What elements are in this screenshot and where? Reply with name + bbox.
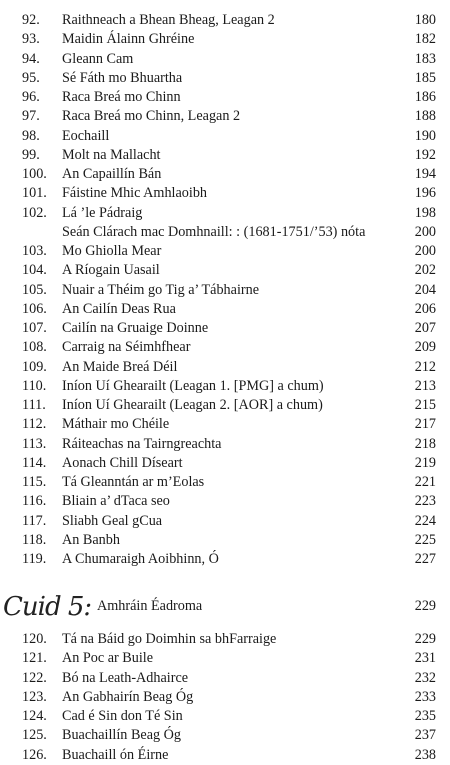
toc-entry: [0, 88, 450, 107]
entry-number: 94.: [22, 50, 40, 67]
toc-entry: [0, 50, 450, 69]
entry-title: An Capaillín Bán: [62, 166, 162, 182]
entry-number: 101.: [22, 185, 47, 202]
toc-entry: [0, 127, 450, 146]
entry-title: Bó na Leath-Adhairce: [62, 669, 189, 686]
entry-title: Raithneach a Bhean Bheag, Leagan 2: [62, 12, 275, 28]
entry-number: 99.: [22, 146, 40, 163]
entry-title: Iníon Uí Ghearailt (Leagan 1. [PMG] a chum): [62, 377, 324, 394]
entry-page-number: 196: [414, 185, 436, 202]
entry-number: 108.: [22, 339, 47, 356]
entry-page-number: 227: [414, 551, 436, 567]
entry-number: 116.: [22, 493, 47, 510]
entry-number: 119.: [22, 551, 47, 567]
entry-number: 103.: [22, 243, 47, 259]
toc-entry: [0, 11, 450, 30]
entry-title: Seán Clárach mac Domhnaill: : (1681-1751/’53) nóta: [62, 223, 366, 240]
entry-page-number: 183: [414, 50, 436, 67]
entry-number: 125.: [22, 727, 47, 744]
entry-number: 115.: [22, 474, 47, 490]
entry-page-number: 186: [414, 89, 436, 105]
entry-page-number: 209: [414, 339, 436, 356]
entry-title: An Banbh: [62, 531, 120, 548]
entry-title: Mo Ghiolla Mear: [62, 243, 162, 259]
entry-page-number: 233: [414, 688, 436, 705]
entry-number: 98.: [22, 127, 40, 144]
entry-page-number: 192: [414, 146, 436, 163]
entry-number: 106.: [22, 300, 47, 317]
entry-title: Gleann Cam: [62, 50, 134, 67]
entry-number: 107.: [22, 320, 47, 336]
entry-title: Maidin Álainn Ghréine: [62, 31, 195, 48]
entry-title: Eochaill: [62, 127, 110, 144]
entry-number: 120.: [22, 631, 47, 647]
entry-title: An Cailín Deas Rua: [62, 300, 176, 317]
toc-entry: [0, 688, 450, 707]
entry-number: 92.: [22, 12, 40, 28]
toc-list-part-5: [0, 630, 450, 765]
entry-number: 123.: [22, 688, 47, 705]
entry-title: A Chumaraigh Aoibhinn, Ó: [62, 551, 219, 567]
section-label: Cuid 5:: [3, 592, 92, 622]
entry-page-number: 238: [414, 746, 436, 763]
entry-page-number: 219: [414, 454, 436, 471]
entry-page-number: 182: [414, 31, 436, 48]
entry-page-number: 231: [414, 650, 436, 667]
entry-title: Tá Gleanntán ar m’Eolas: [62, 474, 205, 490]
entry-number: 102.: [22, 204, 47, 221]
toc-entry: [0, 492, 450, 511]
entry-title: Ráiteachas na Tairngreachta: [62, 435, 222, 452]
entry-page-number: 237: [414, 727, 436, 744]
entry-number: 121.: [22, 650, 47, 667]
entry-title: Aonach Chill Díseart: [62, 454, 183, 471]
toc-entry: [0, 69, 450, 88]
toc-entry: [0, 473, 450, 492]
entry-title: Cad é Sin don Té Sin: [62, 708, 183, 724]
section-page-number: 229: [414, 598, 436, 614]
toc-entry: [0, 281, 450, 300]
entry-page-number: 202: [414, 262, 436, 279]
entry-number: 113.: [22, 435, 47, 452]
toc-entry: [0, 184, 450, 203]
section-heading: [0, 592, 450, 622]
entry-title: Raca Breá mo Chinn, Leagan 2: [62, 108, 241, 125]
entry-page-number: 217: [414, 416, 436, 433]
entry-title: Fáistine Mhic Amhlaoibh: [62, 185, 208, 202]
toc-entry: [0, 204, 450, 223]
entry-number: 122.: [22, 669, 47, 686]
entry-page-number: 232: [414, 669, 436, 686]
entry-title: An Poc ar Buile: [62, 650, 154, 667]
toc-entry: [0, 550, 450, 569]
toc-entry: [0, 435, 450, 454]
entry-number: 109.: [22, 358, 47, 375]
entry-page-number: 215: [414, 397, 436, 413]
toc-entry: [0, 377, 450, 396]
toc-entry: [0, 338, 450, 357]
entry-title: Máthair mo Chéile: [62, 416, 170, 433]
toc-entry: [0, 726, 450, 745]
entry-title: Molt na Mallacht: [62, 146, 161, 163]
section-subtitle: Amhráin Éadroma: [97, 598, 203, 614]
toc-entry: [0, 669, 450, 688]
entry-page-number: 207: [414, 320, 436, 336]
entry-number: 93.: [22, 31, 40, 48]
entry-page-number: 180: [414, 12, 436, 28]
entry-title: Raca Breá mo Chinn: [62, 89, 181, 105]
entry-title: Cailín na Gruaige Doinne: [62, 320, 209, 336]
toc-entry: [0, 454, 450, 473]
entry-number: 114.: [22, 454, 47, 471]
entry-page-number: 206: [414, 300, 436, 317]
entry-page-number: 185: [414, 69, 436, 86]
entry-page-number: 204: [414, 281, 436, 298]
toc-entry: [0, 531, 450, 550]
toc-entry: [0, 146, 450, 165]
toc-entry: [0, 746, 450, 765]
toc-entry: [0, 512, 450, 531]
toc-entry: [0, 261, 450, 280]
toc-entry: [0, 242, 450, 261]
toc-entry: [0, 396, 450, 415]
entry-page-number: 188: [414, 108, 436, 125]
toc-entry: [0, 107, 450, 126]
entry-page-number: 218: [414, 435, 436, 452]
entry-title: Sé Fáth mo Bhuartha: [62, 69, 183, 86]
entry-page-number: 212: [414, 358, 436, 375]
entry-number: 104.: [22, 262, 47, 279]
toc-entry: [0, 415, 450, 434]
entry-title: Buachaillín Beag Óg: [62, 727, 181, 744]
entry-number: 118.: [22, 531, 47, 548]
toc-entry: [0, 319, 450, 338]
entry-page-number: 221: [414, 474, 436, 490]
entry-title: Bliain a’ dTaca seo: [62, 493, 170, 510]
entry-number: 126.: [22, 746, 47, 763]
entry-title: Iníon Uí Ghearailt (Leagan 2. [AOR] a chum): [62, 397, 323, 413]
toc-entry: [0, 165, 450, 184]
entry-number: 96.: [22, 89, 40, 105]
entry-number: 97.: [22, 108, 40, 125]
entry-page-number: 223: [414, 493, 436, 510]
toc-entry: [0, 300, 450, 319]
entry-title: Buachaill ón Éirne: [62, 746, 169, 763]
entry-number: 117.: [22, 512, 47, 529]
entry-number: 100.: [22, 166, 47, 182]
toc-entry: [0, 223, 450, 242]
entry-title: Carraig na Séimhfhear: [62, 339, 191, 356]
entry-page-number: 213: [414, 377, 436, 394]
entry-title: Sliabh Geal gCua: [62, 512, 163, 529]
entry-number: 105.: [22, 281, 47, 298]
entry-title: Nuair a Théim go Tig a’ Tábhairne: [62, 281, 260, 298]
entry-page-number: 190: [414, 127, 436, 144]
entry-page-number: 229: [414, 631, 436, 647]
entry-page-number: 194: [414, 166, 436, 182]
entry-number: 111.: [22, 397, 46, 413]
toc-entry: [0, 30, 450, 49]
entry-page-number: 198: [414, 204, 436, 221]
entry-page-number: 200: [414, 223, 436, 240]
toc-entry: [0, 649, 450, 668]
entry-page-number: 235: [414, 708, 436, 724]
entry-title: A Ríogain Uasail: [62, 262, 160, 279]
entry-title: Tá na Báid go Doimhin sa bhFarraige: [62, 631, 277, 647]
entry-page-number: 200: [414, 243, 436, 259]
toc-entry: [0, 707, 450, 726]
toc-entry: [0, 358, 450, 377]
entry-page-number: 225: [414, 531, 436, 548]
toc-entry: [0, 630, 450, 649]
entry-title: An Maide Breá Déil: [62, 358, 178, 375]
toc-list-part-4: [0, 11, 450, 569]
entry-number: 124.: [22, 708, 47, 724]
entry-number: 110.: [22, 377, 47, 394]
entry-number: 112.: [22, 416, 47, 433]
entry-page-number: 224: [414, 512, 436, 529]
entry-number: 95.: [22, 69, 40, 86]
entry-title: Lá ’le Pádraig: [62, 204, 143, 221]
entry-title: An Gabhairín Beag Óg: [62, 688, 194, 705]
